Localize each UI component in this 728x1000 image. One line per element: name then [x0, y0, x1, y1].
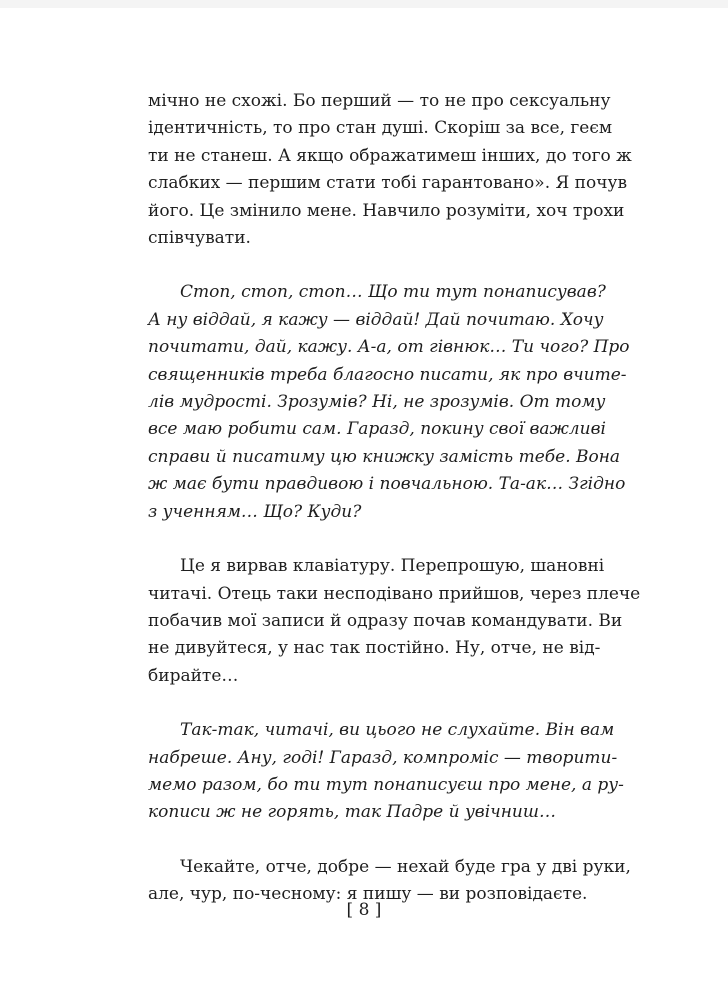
text-line: лів мудрості. Зрозумів? Ні, не зрозумів. От тому — [148, 392, 606, 413]
page-top-band — [0, 0, 728, 8]
text-line: ідентичність, то про стан душі. Скоріш за все, геєм — [148, 118, 613, 139]
text-line: А ну віддай, я кажу — віддай! Дай почитаю. Хочу — [148, 309, 604, 330]
text-line: слабких — першим стати тобі гарантовано». Я почув — [148, 173, 628, 194]
text-line: побачив мої записи й одразу почав командувати. Ви — [148, 610, 623, 631]
page-number: [ 8 ] — [346, 900, 382, 920]
text-line: ж має бути правдивою і повчальною. Та-ак… Згідно — [148, 474, 626, 495]
text-line: бирайте… — [148, 665, 239, 686]
paragraph-gap — [148, 252, 580, 279]
text-line: справи й писатиму цю книжку замість тебе. Вона — [148, 446, 621, 467]
text-line: мемо разом, бо ти тут понаписуєш про мене, а ру- — [148, 774, 624, 795]
text-line: Так-так, читачі, ви цього не слухайте. Він вам — [180, 720, 615, 741]
text-line: але, чур, по-чесному: я пишу — ви розповідаєте. — [148, 884, 588, 905]
text-line: ти не станеш. А якщо ображатимеш інших, до того ж — [148, 145, 632, 166]
text-line: з ученням… Що? Куди? — [148, 501, 362, 522]
paragraph-2 — [148, 279, 630, 526]
paragraph-1 — [148, 88, 632, 252]
text-line: набреше. Ану, годі! Гаразд, компроміс — творити- — [148, 747, 618, 768]
text-line: не дивуйтеся, у нас так постійно. Ну, отче, не від- — [148, 638, 601, 659]
book-page-text — [148, 88, 641, 909]
paragraph-4 — [148, 717, 624, 827]
text-line: почитати, дай, кажу. А-а, от гівнюк… Ти чого? Про — [148, 337, 630, 358]
text-line: співчувати. — [148, 228, 251, 249]
paragraph-gap — [148, 526, 580, 553]
text-line: кописи ж не горять, так Падре й увічниш… — [148, 802, 556, 823]
text-line: читачі. Отець таки несподівано прийшов, через плече — [148, 583, 641, 604]
text-line: мічно не схожі. Бо перший — то не про сексуальну — [148, 91, 611, 111]
paragraph-gap — [148, 827, 580, 854]
paragraph-3 — [148, 553, 641, 690]
text-line: священників треба благосно писати, як про вчите- — [148, 364, 627, 385]
text-line: Це я вирвав клавіатуру. Перепрошую, шановні — [180, 556, 605, 577]
text-line: Чекайте, отче, добре — нехай буде гра у дві руки, — [180, 856, 631, 877]
text-line: все маю робити сам. Гаразд, покину свої важливі — [148, 419, 606, 440]
text-line: його. Це змінило мене. Навчило розуміти, хоч трохи — [148, 200, 625, 221]
text-line: Стоп, стоп, стоп… Що ти тут понаписував? — [180, 282, 606, 303]
paragraph-gap — [148, 690, 580, 717]
